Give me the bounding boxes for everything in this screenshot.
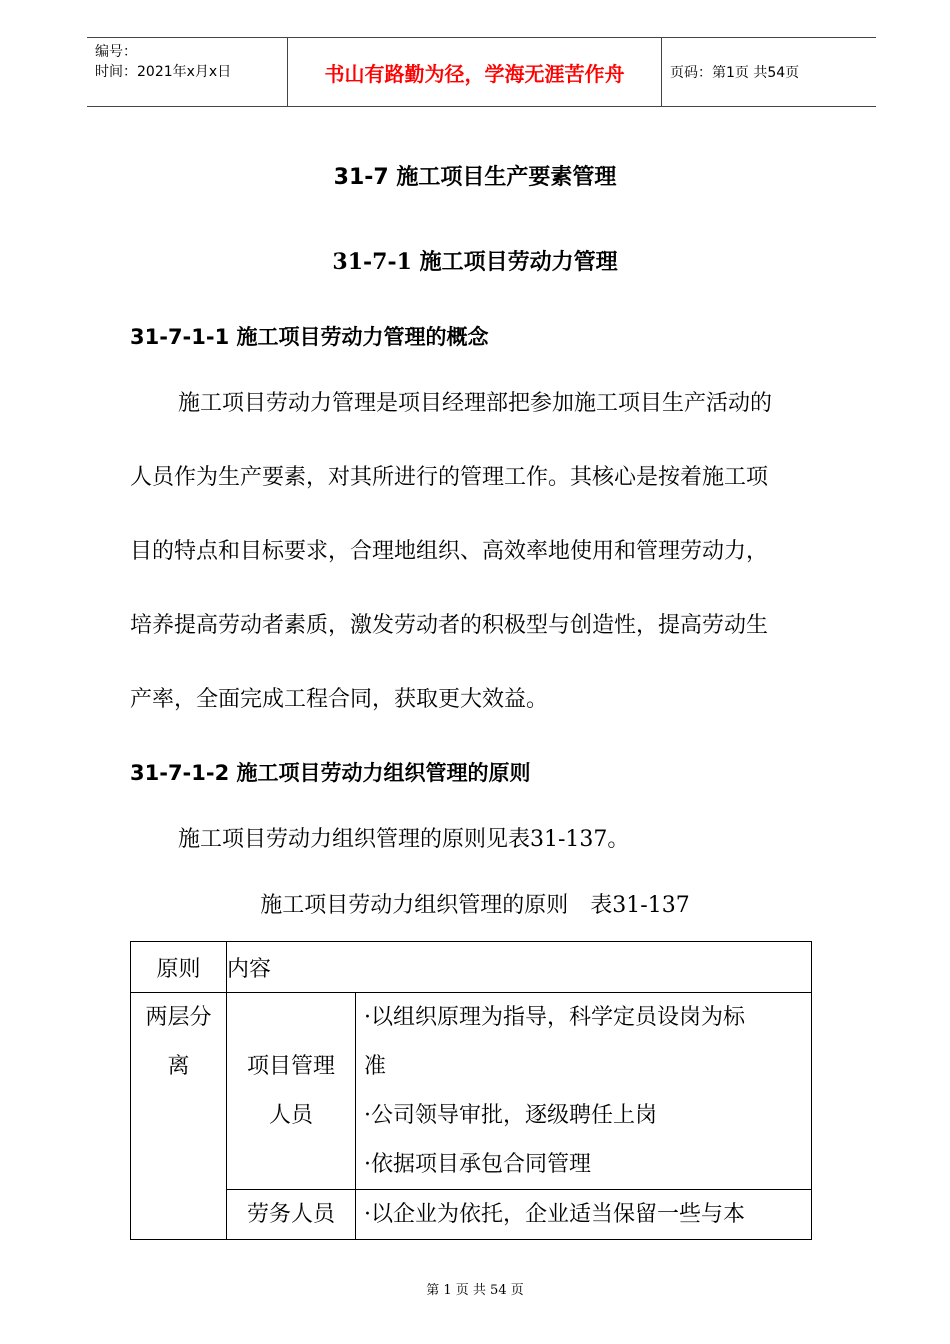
- content-line: 准: [364, 1054, 387, 1079]
- sub-category-line: 人员: [268, 1103, 313, 1128]
- principle-line: 离: [167, 1054, 190, 1079]
- paragraph-line: 人员作为生产要素，对其所进行的管理工作。其核心是按着施工项: [130, 465, 769, 490]
- page-footer: 第 1 页 共 54 页: [426, 1283, 524, 1298]
- section-title: 31-7 施工项目生产要素管理: [333, 165, 617, 190]
- item-heading-1: 31-7-1-1 施工项目劳动力管理的概念: [130, 325, 489, 349]
- time-label: 时间：2021年x月x日: [95, 64, 232, 80]
- paragraph-2: 施工项目劳动力组织管理的原则见表31-137。: [178, 827, 630, 852]
- header-motto: 书山有路勤为径，学海无涯苦作舟: [287, 38, 662, 106]
- header-cell-content: 内容: [227, 942, 812, 993]
- principles-table: [130, 941, 812, 1240]
- paragraph-line: 产率，全面完成工程合同，获取更大效益。: [130, 687, 549, 712]
- content-line: ·以企业为依托，企业适当保留一些与本: [364, 1202, 745, 1227]
- header-cell-principle: 原则: [131, 942, 227, 993]
- number-label: 编号：: [95, 44, 137, 60]
- table-caption-number: 表31-137: [590, 893, 690, 918]
- content-cell: [356, 1190, 812, 1240]
- header-page-info: 页码：第1页 共54页: [670, 65, 800, 81]
- paragraph-line: 培养提高劳动者素质，激发劳动者的积极型与创造性，提高劳动生: [130, 613, 769, 638]
- sub-category-line: 项目管理: [246, 1054, 335, 1079]
- paragraph-line: 施工项目劳动力管理是项目经理部把参加施工项目生产活动的: [178, 391, 773, 416]
- table-header-row: [131, 942, 812, 993]
- sub-category-cell: [227, 1190, 356, 1240]
- paragraph-1: [130, 367, 850, 737]
- content-line: ·以组织原理为指导，科学定员设岗为标: [364, 1005, 745, 1030]
- paragraph-line: 目的特点和目标要求，合理地组织、高效率地使用和管理劳动力，: [130, 539, 769, 564]
- table-row: [131, 993, 812, 1190]
- table-row: [131, 1190, 812, 1240]
- sub-category-cell: [227, 993, 356, 1190]
- subsection-title: 31-7-1 施工项目劳动力管理: [332, 249, 618, 275]
- item-heading-2: 31-7-1-2 施工项目劳动力组织管理的原则: [130, 761, 531, 785]
- sub-category-line: 劳务人员: [246, 1202, 335, 1227]
- principle-cell: [131, 993, 227, 1240]
- principle-line: 两层分: [145, 1005, 212, 1030]
- content-cell: [356, 993, 812, 1190]
- content-line: ·公司领导审批，逐级聘任上岗: [364, 1103, 657, 1128]
- page-header: [87, 37, 876, 107]
- table-caption-title: 施工项目劳动力组织管理的原则: [260, 893, 569, 918]
- content-line: ·依据项目承包合同管理: [364, 1152, 591, 1177]
- header-left-cell: [87, 38, 287, 106]
- table-caption: [0, 888, 950, 919]
